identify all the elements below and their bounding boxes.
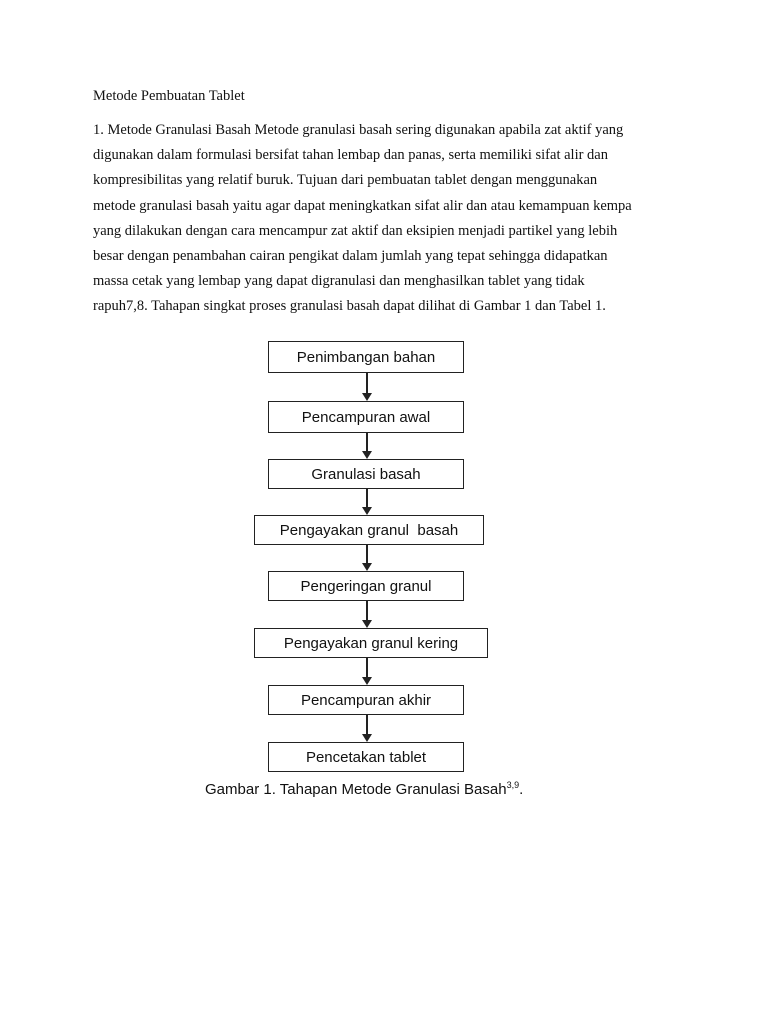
flow-step-pengayakan-granul-kering: Pengayakan granul kering [254, 628, 488, 658]
flow-arrow [362, 601, 372, 628]
flow-step-penimbangan-bahan: Penimbangan bahan [268, 341, 464, 373]
paragraph-line: besar dengan penambahan cairan pengikat dalam jumlah yang tepat sehingga didapatkan [93, 247, 608, 264]
caption-reference: 3,9 [506, 780, 520, 790]
flow-step-pengeringan-granul: Pengeringan granul [268, 571, 464, 601]
caption-text: Gambar 1. Tahapan Metode Granulasi Basah [205, 781, 507, 798]
flow-step-pencampuran-akhir: Pencampuran akhir [268, 685, 464, 715]
flow-arrow [362, 658, 372, 685]
flow-arrow [362, 715, 372, 742]
figure-caption [205, 780, 523, 800]
flow-arrow [362, 373, 372, 401]
paragraph-line: digunakan dalam formulasi bersifat tahan lembap dan panas, serta memiliki sifat alir dan [93, 147, 608, 164]
paragraph-line: metode granulasi basah yaitu agar dapat meningkatkan sifat alir dan atau kemampuan kempa [93, 197, 632, 214]
flow-step-pengayakan-granul-basah: Pengayakan granul basah [254, 515, 484, 545]
paragraph-line: yang dilakukan dengan cara mencampur zat aktif dan eksipien menjadi partikel yang lebih [93, 222, 618, 239]
paragraph-line: rapuh7,8. Tahapan singkat proses granulasi basah dapat dilihat di Gambar 1 dan Tabel 1. [93, 298, 606, 315]
paragraph-line: 1. Metode Granulasi Basah Metode granulasi basah sering digunakan apabila zat aktif yang [93, 122, 624, 138]
flow-arrow [362, 489, 372, 515]
paragraph-line: kompresibilitas yang relatif buruk. Tujuan dari pembuatan tablet dengan menggunakan [93, 172, 598, 189]
flow-step-pencampuran-awal: Pencampuran awal [268, 401, 464, 433]
flow-arrow [362, 433, 372, 459]
flow-step-granulasi-basah: Granulasi basah [268, 459, 464, 489]
caption-suffix: . [519, 781, 524, 798]
flow-step-pencetakan-tablet: Pencetakan tablet [268, 742, 464, 772]
paragraph-line: massa cetak yang lembap yang dapat digranulasi dan menghasilkan tablet yang tidak [93, 273, 585, 290]
document-title: Metode Pembuatan Tablet [93, 88, 245, 104]
flow-arrow [362, 545, 372, 571]
